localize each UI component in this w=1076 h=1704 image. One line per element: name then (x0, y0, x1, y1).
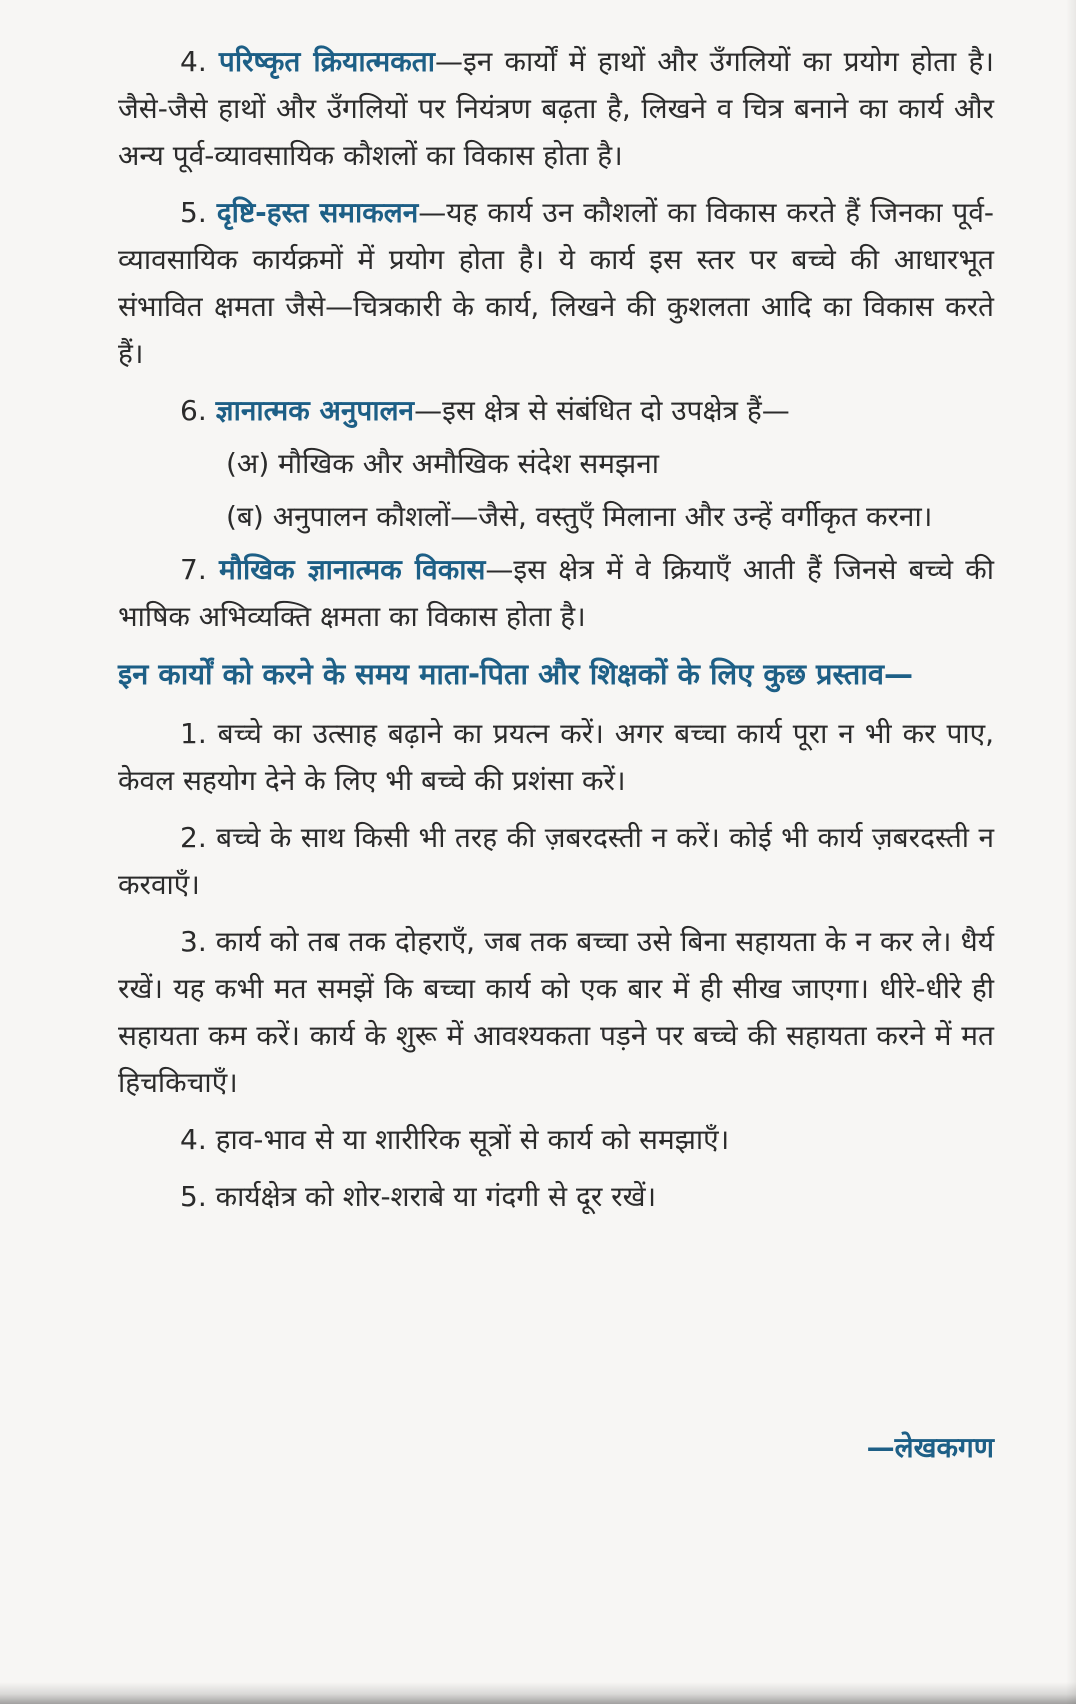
term-heading: दृष्टि-हस्त समाकलन (216, 196, 419, 229)
paragraph-text: —इस क्षेत्र में वे क्रियाएँ आती हैं जिनसे बच्चे की भाषिक अभिव्यक्ति क्षमता का विकास होता है। (118, 553, 994, 633)
page-bottom-shadow (0, 1682, 1076, 1704)
term-heading: मौखिक ज्ञानात्मक विकास (218, 553, 486, 586)
paragraph-number: 4. (180, 45, 207, 78)
suggestion-item: 3. कार्य को तब तक दोहराएँ, जब तक बच्चा उसे बिना सहायता के न कर ले। धैर्य रखें। यह कभी मत समझें कि बच्चा कार्य को एक बार में ही सीख जाएगा। धीरे-धीरे ही सहायता कम करें। कार्य के शुरू में आवश्यकता पड़ने पर बच्चे की सहायता करने में मत हिचकिचाएँ। (118, 925, 994, 1099)
paragraph-4 (118, 38, 994, 179)
authors-signature: —लेखकगण (866, 1431, 994, 1464)
paragraph-text: —इन कार्यों में हाथों और उँगलियों का प्रयोग होता है। जैसे-जैसे हाथों और उँगलियों पर नियंत्रण बढ़ता है, लिखने व चित्र बनाने का कार्य और अन्य पूर्व-व्यावसायिक कौशलों का विकास होता है। (118, 45, 994, 172)
term-heading: ज्ञानात्मक अनुपालन (215, 394, 415, 427)
subitem-a: (अ) मौखिक और अमौखिक संदेश समझना (226, 447, 660, 480)
suggestion-item: 1. बच्चे का उत्साह बढ़ाने का प्रयत्न करें। अगर बच्चा कार्य पूरा न भी कर पाए, केवल सहयोग देने के लिए भी बच्चे की प्रशंसा करें। (118, 717, 994, 797)
paragraph-text: —यह कार्य उन कौशलों का विकास करते हैं जिनका पूर्व-व्यावसायिक कार्यक्रमों में प्रयोग होता है। ये कार्य इस स्तर पर बच्चे की आधारभूत संभावित क्षमता जैसे—चित्रकारी के कार्य, लिखने की कुशलता आदि का विकास करते हैं। (118, 196, 995, 370)
page-edge-shadow (1066, 0, 1076, 1704)
suggestion-item: 4. हाव-भाव से या शारीरिक सूत्रों से कार्य को समझाएँ। (180, 1123, 730, 1156)
suggestion-item: 5. कार्यक्षेत्र को शोर-शराबे या गंदगी से दूर रखें। (180, 1180, 657, 1213)
paragraph-7 (118, 546, 994, 640)
suggestion-item: 2. बच्चे के साथ किसी भी तरह की ज़बरदस्ती न करें। कोई भी कार्य ज़बरदस्ती न करवाएँ। (118, 821, 994, 901)
subitem-b: (ब) अनुपालन कौशलों—जैसे, वस्तुएँ मिलाना और उन्हें वर्गीकृत करना। (226, 500, 933, 533)
paragraph-number: 6. (180, 394, 207, 427)
paragraph-5 (118, 189, 994, 377)
paragraph-text: —इस क्षेत्र से संबंधित दो उपक्षेत्र हैं— (414, 394, 790, 427)
paragraph-number: 7. (180, 553, 207, 586)
term-heading: परिष्कृत क्रियात्मकता (218, 45, 435, 78)
paragraph-6 (118, 387, 994, 434)
page-content (118, 38, 994, 1230)
paragraph-number: 5. (180, 196, 207, 229)
section-heading: इन कार्यों को करने के समय माता-पिता और शिक्षकों के लिए कुछ प्रस्ताव— (118, 657, 913, 691)
